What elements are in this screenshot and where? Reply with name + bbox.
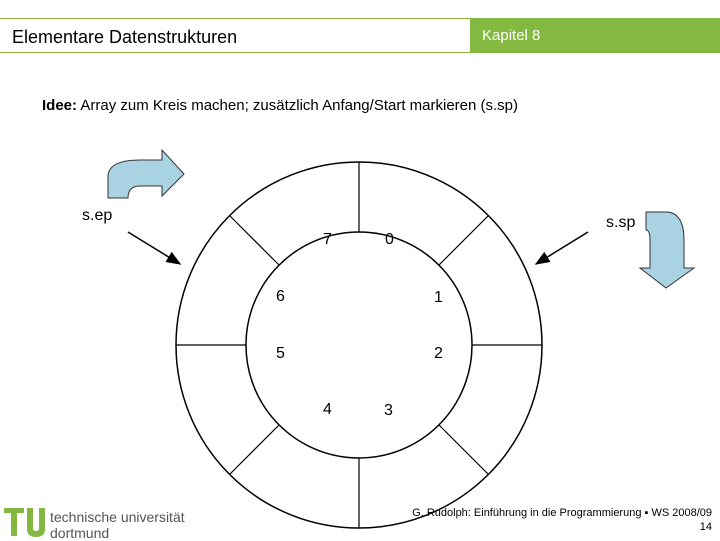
footer-credit xyxy=(412,506,712,534)
slot-7: 7 xyxy=(323,231,332,248)
slot-4: 4 xyxy=(323,401,332,418)
idea-bold: Idee: xyxy=(42,97,78,114)
slot-6: 6 xyxy=(276,288,285,305)
slot-3: 3 xyxy=(384,402,393,419)
ep-label: s.ep xyxy=(82,207,113,224)
page-number: 14 xyxy=(699,521,712,533)
rotate-arrow-left-icon xyxy=(108,150,184,198)
slot-0: 0 xyxy=(385,231,394,248)
university-line-2: dortmund xyxy=(50,525,110,541)
sp-pointer-arrow xyxy=(536,232,588,264)
slot-2: 2 xyxy=(434,345,443,362)
slot-1: 1 xyxy=(434,289,443,306)
rotate-arrow-right-icon xyxy=(640,212,694,288)
spoke-top-right xyxy=(439,216,488,265)
credit-line: G. Rudolph: Einführung in die Programmierung ▪ WS 2008/09 xyxy=(412,507,712,519)
slot-5: 5 xyxy=(276,345,285,362)
university-name xyxy=(50,509,185,541)
spoke-bottom-left xyxy=(230,425,279,474)
sp-label: s.sp xyxy=(606,214,636,231)
chapter-label: Kapitel 8 xyxy=(482,27,541,44)
spoke-bottom-right xyxy=(439,425,488,474)
spoke-top-left xyxy=(230,216,279,265)
page-title: Elementare Datenstrukturen xyxy=(12,27,238,47)
university-line-1: technische universität xyxy=(50,509,185,525)
ep-pointer-arrow xyxy=(128,232,180,264)
idea-body: Array zum Kreis machen; zusätzlich Anfang/Start markieren (s.sp) xyxy=(77,97,519,114)
